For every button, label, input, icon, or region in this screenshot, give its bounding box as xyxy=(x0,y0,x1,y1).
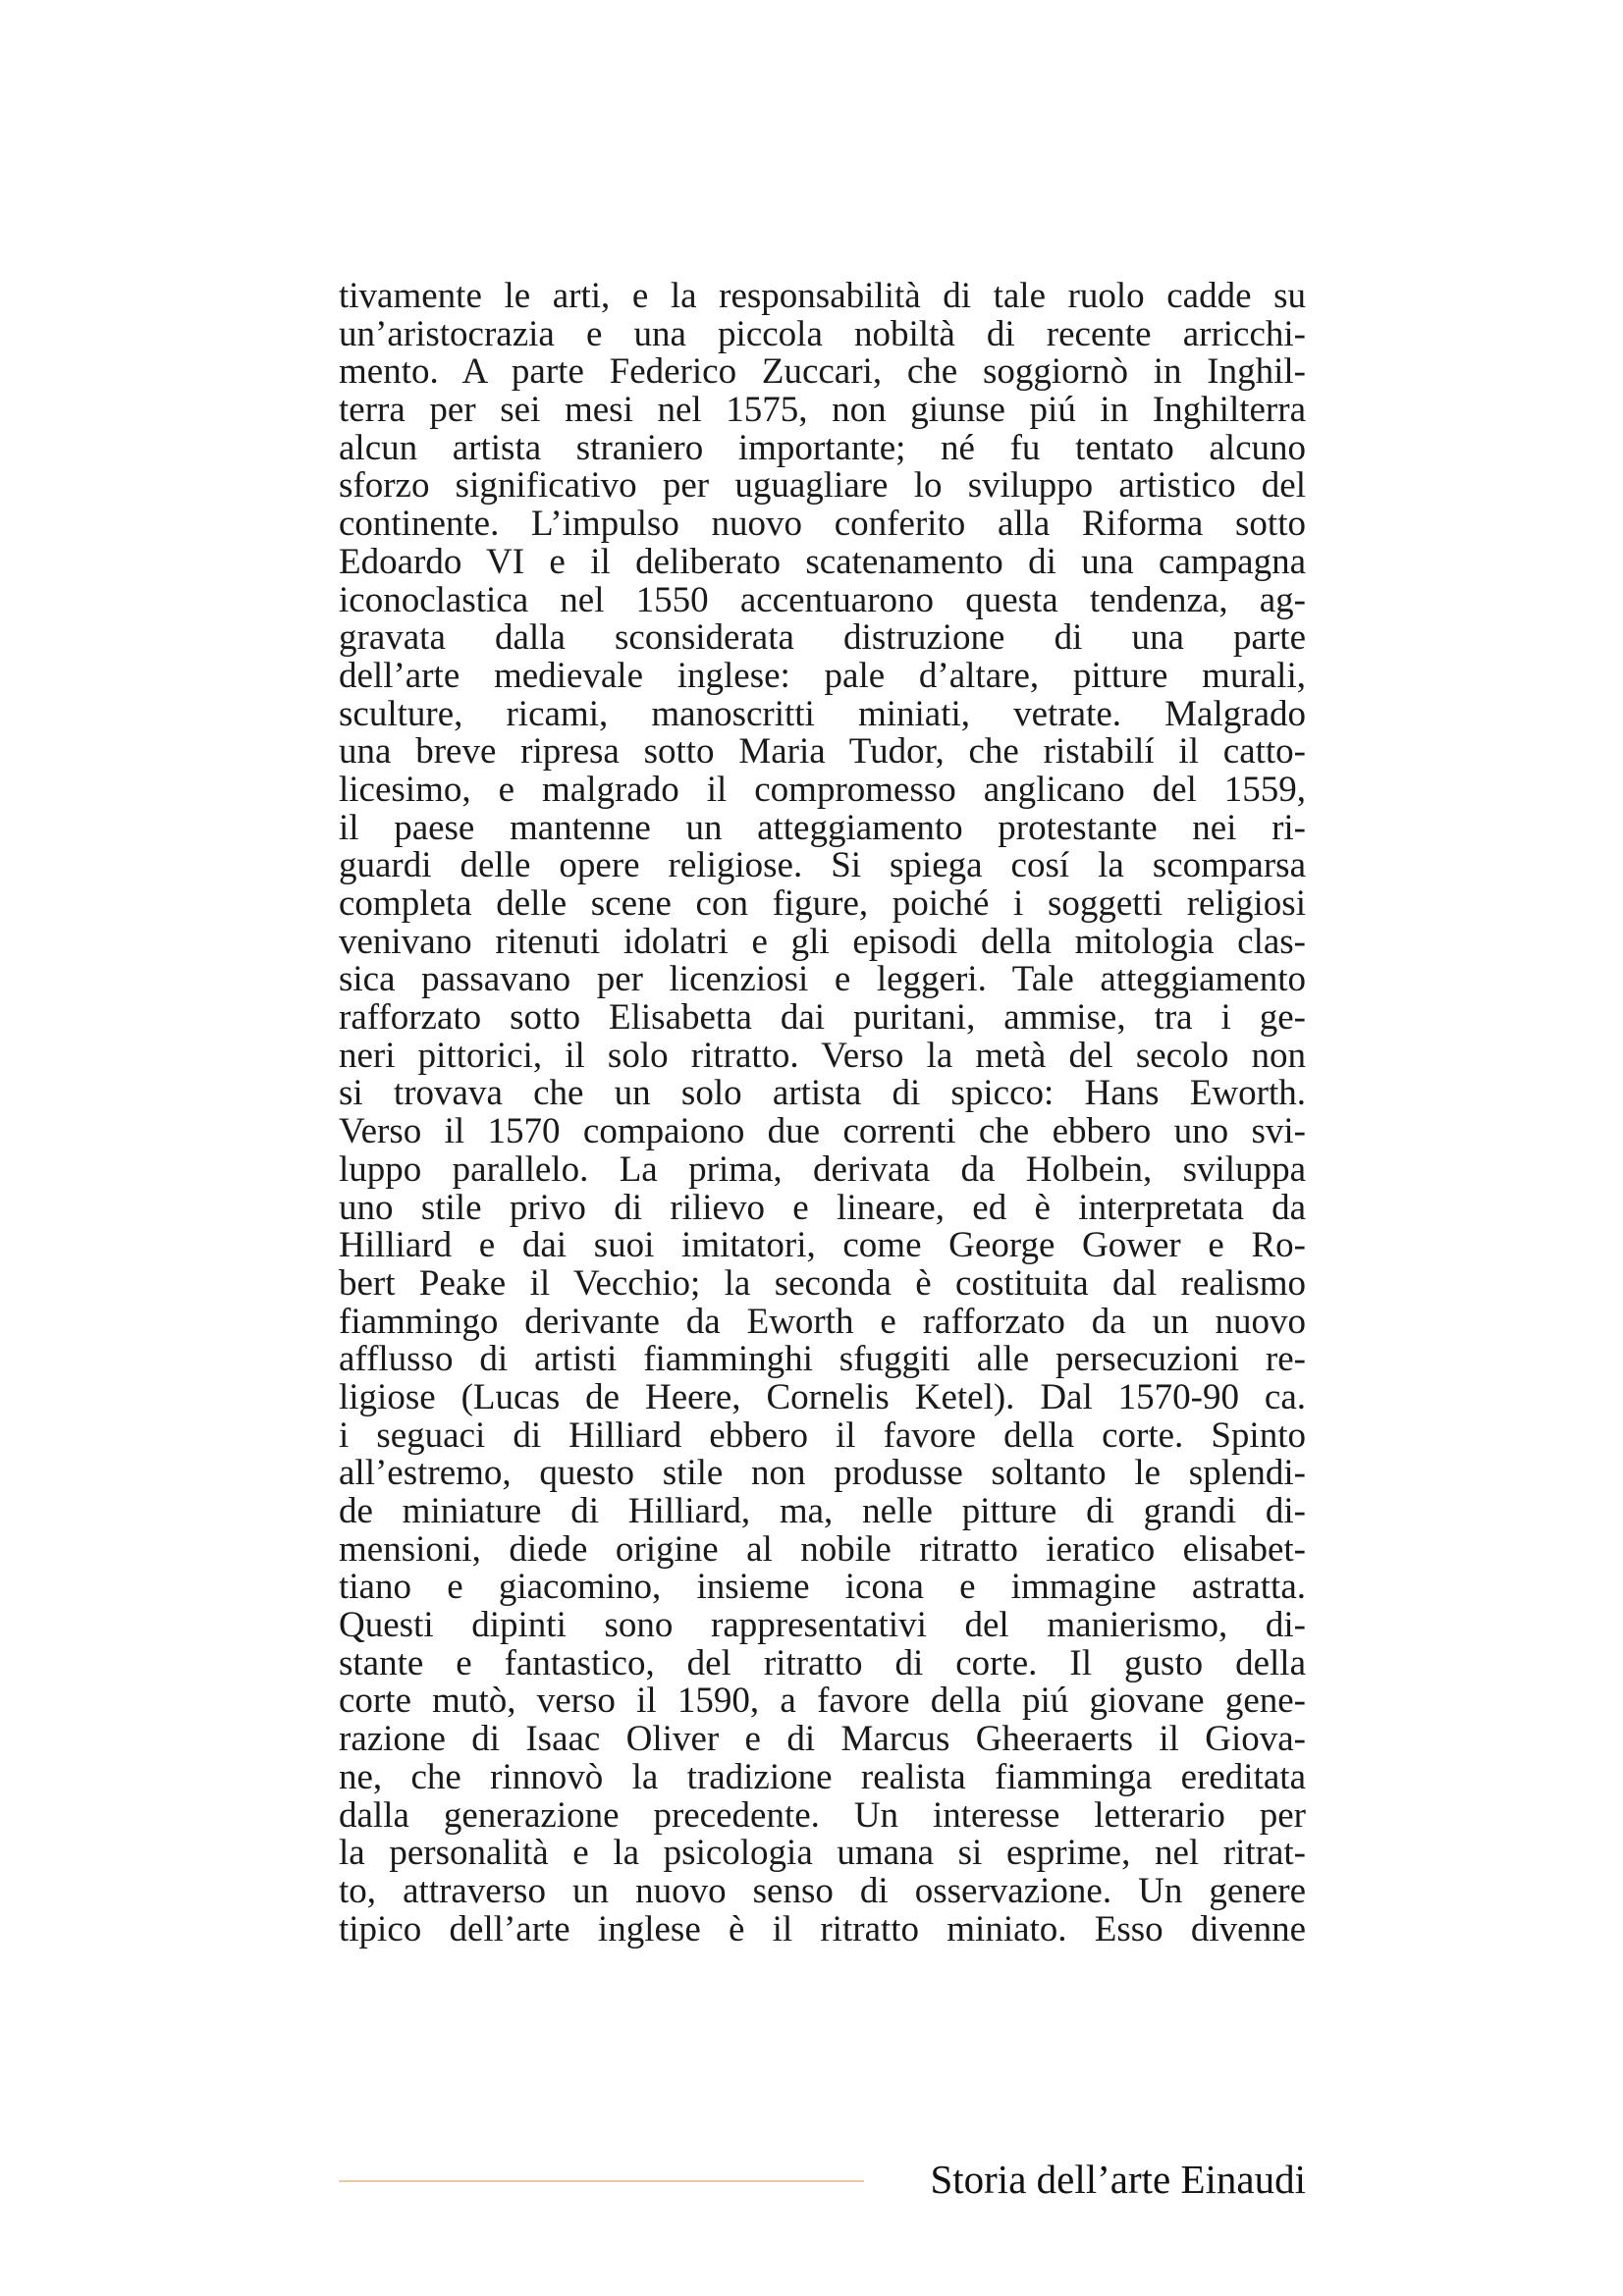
body-line: gravata dalla sconsiderata distruzione di una parte xyxy=(339,619,1306,658)
body-line: corte mutò, verso il 1590, a favore della piú giovane gene- xyxy=(339,1682,1306,1722)
body-line: si trovava che un solo artista di spicco: Hans Eworth. xyxy=(339,1075,1306,1114)
body-line: il paese mantenne un atteggiamento protestante nei ri- xyxy=(339,809,1306,848)
body-line: sica passavano per licenziosi e leggeri. Tale atteggiamento xyxy=(339,961,1306,1000)
body-line: neri pittorici, il solo ritratto. Verso la metà del secolo non xyxy=(339,1037,1306,1076)
body-line: sculture, ricami, manoscritti miniati, vetrate. Malgrado xyxy=(339,695,1306,734)
body-line: to, attraverso un nuovo senso di osservazione. Un genere xyxy=(339,1872,1306,1911)
body-line: Questi dipinti sono rappresentativi del manierismo, di- xyxy=(339,1607,1306,1645)
body-line: alcun artista straniero importante; né fu tentato alcuno xyxy=(339,429,1306,468)
body-line: ne, che rinnovò la tradizione realista fiamminga ereditata xyxy=(339,1758,1306,1797)
body-line: de miniature di Hilliard, ma, nelle pitture di grandi di- xyxy=(339,1493,1306,1531)
body-line: Hilliard e dai suoi imitatori, come George Gower e Ro- xyxy=(339,1227,1306,1265)
page-body-text xyxy=(339,278,1306,1949)
body-line: sforzo significativo per uguagliare lo sviluppo artistico del xyxy=(339,467,1306,507)
body-line: razione di Isaac Oliver e di Marcus Gheeraerts il Giova- xyxy=(339,1721,1306,1759)
body-line: un’aristocrazia e una piccola nobiltà di recente arricchi- xyxy=(339,315,1306,354)
body-line: terra per sei mesi nel 1575, non giunse piú in Inghilterra xyxy=(339,392,1306,430)
body-line: bert Peake il Vecchio; la seconda è costituita dal realismo xyxy=(339,1264,1306,1304)
body-line: guardi delle opere religiose. Si spiega cosí la scomparsa xyxy=(339,847,1306,885)
body-line: stante e fantastico, del ritratto di corte. Il gusto della xyxy=(339,1644,1306,1683)
body-line: venivano ritenuti idolatri e gli episodi della mitologia clas- xyxy=(339,923,1306,962)
body-line: mento. A parte Federico Zuccari, che soggiornò in Inghil- xyxy=(339,353,1306,393)
body-line: una breve ripresa sotto Maria Tudor, che ristabilí il catto- xyxy=(339,733,1306,772)
body-line: afflusso di artisti fiamminghi sfuggiti alle persecuzioni re- xyxy=(339,1341,1306,1379)
body-line: dell’arte medievale inglese: pale d’altare, pitture murali, xyxy=(339,657,1306,696)
body-line: mensioni, diede origine al nobile ritratto ieratico elisabet- xyxy=(339,1530,1306,1570)
body-line: luppo parallelo. La prima, derivata da Holbein, sviluppa xyxy=(339,1150,1306,1190)
body-line: tivamente le arti, e la responsabilità di tale ruolo cadde su xyxy=(339,278,1306,316)
page-footer xyxy=(339,2155,1306,2204)
body-line: i seguaci di Hilliard ebbero il favore della corte. Spinto xyxy=(339,1416,1306,1456)
body-line: completa delle scene con figure, poiché i soggetti religiosi xyxy=(339,885,1306,924)
body-line: tipico dell’arte inglese è il ritratto miniato. Esso divenne xyxy=(339,1910,1306,1949)
body-line: continente. L’impulso nuovo conferito alla Riforma sotto xyxy=(339,506,1306,544)
body-line: uno stile privo di rilievo e lineare, ed è interpretata da xyxy=(339,1189,1306,1228)
body-line: ligiose (Lucas de Heere, Cornelis Ketel). Dal 1570-90 ca. xyxy=(339,1378,1306,1417)
body-line: tiano e giacomino, insieme icona e immagine astratta. xyxy=(339,1569,1306,1608)
footer-publication-title: Storia dell’arte Einaudi xyxy=(930,2157,1306,2202)
body-line: Verso il 1570 compaiono due correnti che ebbero uno svi- xyxy=(339,1113,1306,1151)
body-line: iconoclastica nel 1550 accentuarono questa tendenza, ag- xyxy=(339,581,1306,620)
body-line: Edoardo VI e il deliberato scatenamento di una campagna xyxy=(339,543,1306,582)
body-line: all’estremo, questo stile non produsse soltanto le splendi- xyxy=(339,1455,1306,1493)
body-line: fiammingo derivante da Eworth e rafforzato da un nuovo xyxy=(339,1303,1306,1342)
body-line: licesimo, e malgrado il compromesso anglicano del 1559, xyxy=(339,771,1306,810)
body-line: rafforzato sotto Elisabetta dai puritani, ammise, tra i ge- xyxy=(339,999,1306,1038)
body-line: dalla generazione precedente. Un interesse letterario per xyxy=(339,1796,1306,1836)
body-line: la personalità e la psicologia umana si esprime, nel ritrat- xyxy=(339,1835,1306,1873)
footer-rule xyxy=(339,2180,864,2182)
